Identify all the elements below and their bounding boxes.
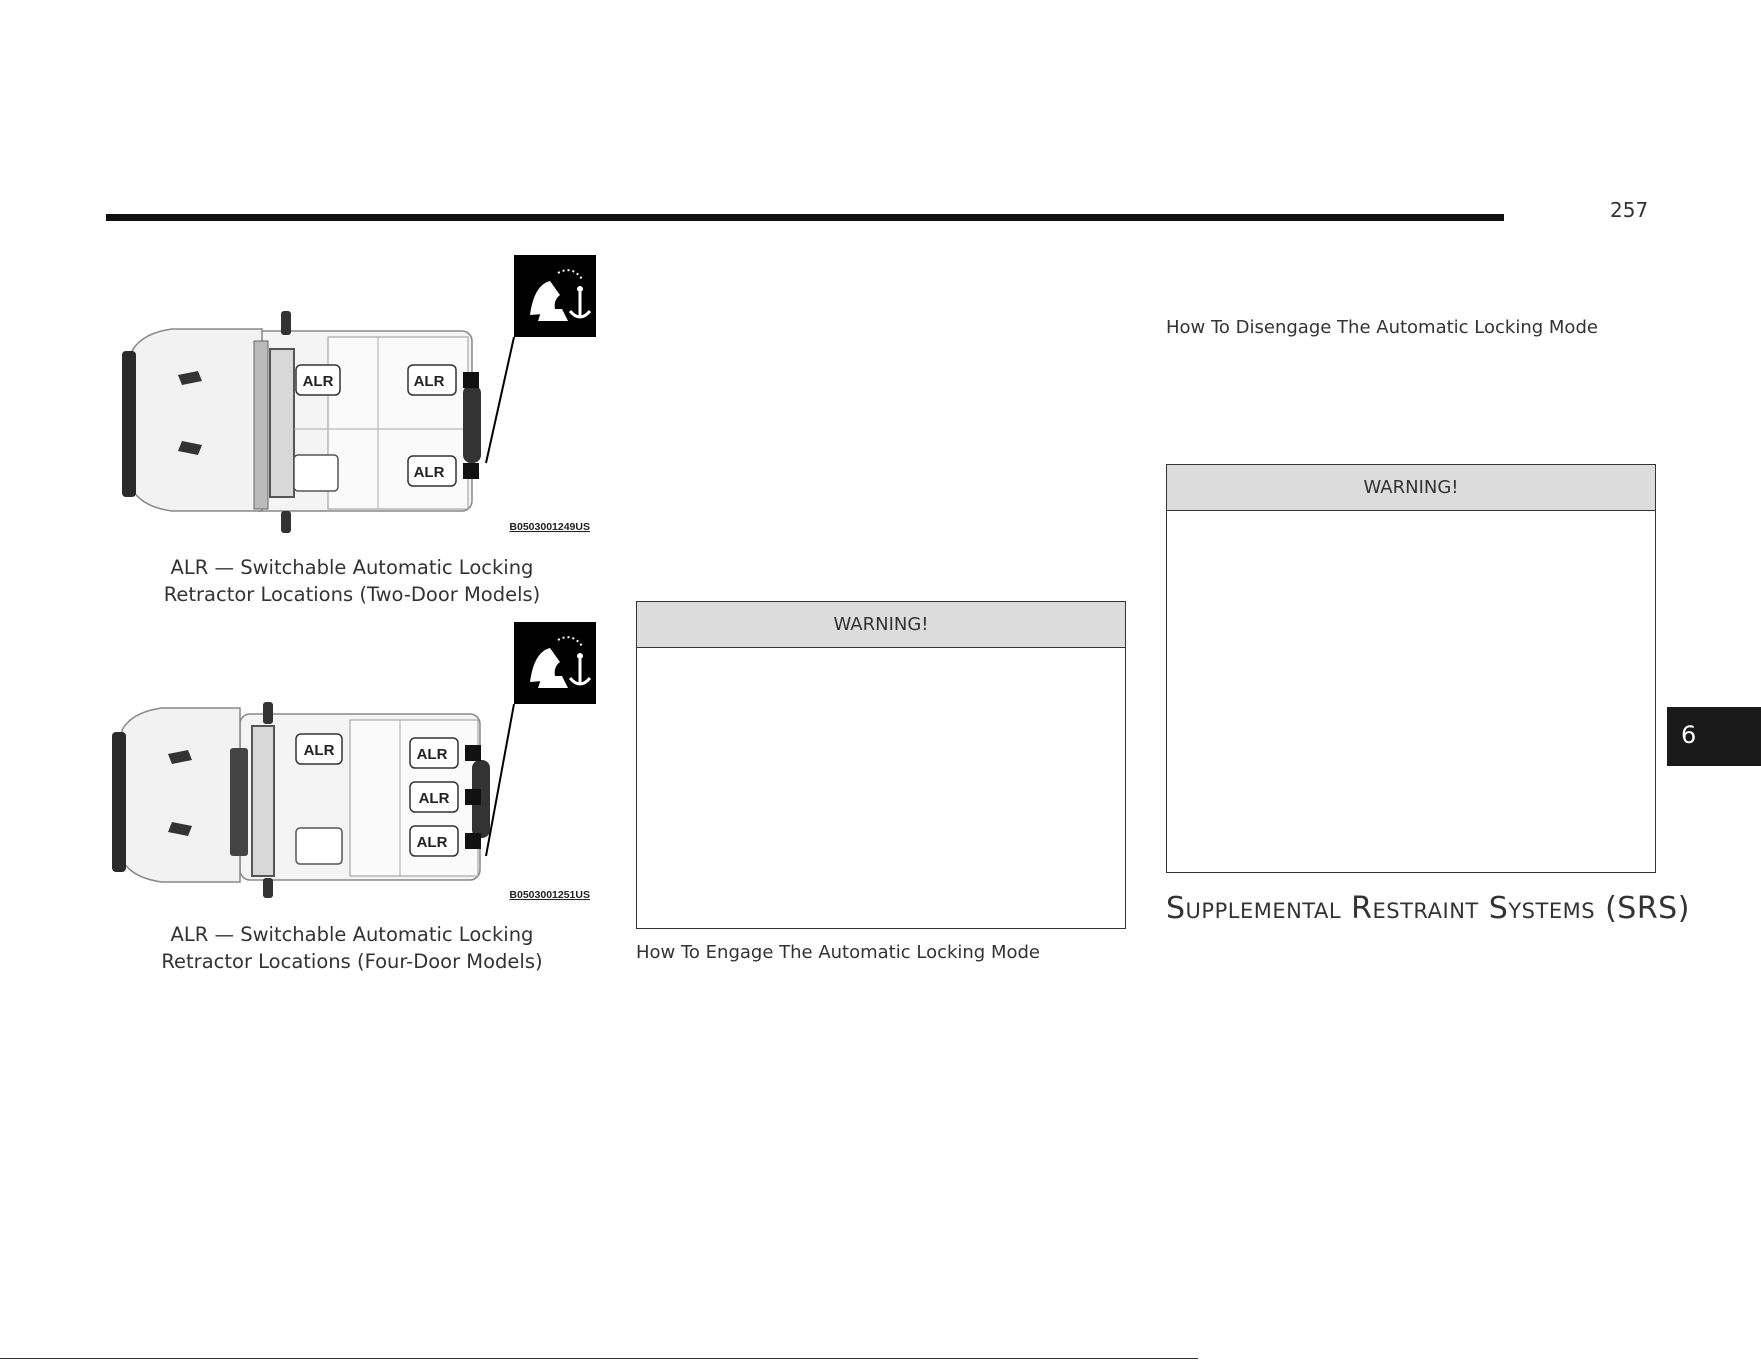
alr-label-front	[296, 365, 340, 395]
warning-heading: WARNING!	[637, 602, 1125, 648]
figure-code: B0503001249US	[509, 521, 590, 533]
warning-box	[1166, 464, 1656, 873]
svg-text:ALR: ALR	[413, 373, 445, 390]
figure-caption-two-door	[140, 554, 564, 608]
vehicle-body	[122, 311, 481, 533]
subheading-engage: How To Engage The Automatic Locking Mode	[636, 942, 1040, 963]
section-title: Supplemental Restraint Systems (SRS)	[1166, 891, 1690, 926]
chapter-number: 6	[1681, 721, 1697, 749]
header-rule	[106, 214, 1504, 221]
subheading-disengage: How To Disengage The Automatic Locking Mode	[1166, 317, 1598, 338]
chapter-tab	[1667, 707, 1761, 766]
svg-text:ALR: ALR	[416, 834, 448, 851]
child-seat-anchor-icon	[514, 622, 596, 704]
svg-text:ALR: ALR	[416, 746, 448, 763]
footer-rule	[0, 1358, 1198, 1359]
figure-four-door	[110, 622, 596, 904]
warning-box	[636, 601, 1126, 929]
figure-two-door	[118, 255, 596, 535]
vehicle-top-view-four-door	[110, 622, 596, 904]
vehicle-top-view-two-door	[118, 255, 596, 535]
caption-line: Retractor Locations (Two-Door Models)	[163, 583, 541, 606]
figure-caption-four-door	[140, 921, 564, 975]
svg-text:ALR: ALR	[303, 742, 335, 759]
child-seat-anchor-icon	[514, 255, 596, 337]
svg-text:ALR: ALR	[413, 464, 445, 481]
svg-text:ALR: ALR	[418, 790, 450, 807]
warning-heading: WARNING!	[1167, 465, 1655, 511]
figure-code: B0503001251US	[509, 889, 590, 901]
caption-line: ALR — Switchable Automatic Locking	[170, 556, 534, 579]
caption-line: Retractor Locations (Four-Door Models)	[161, 950, 543, 973]
alr-label-front	[296, 734, 342, 764]
page-number: 257	[1610, 198, 1649, 222]
caption-line: ALR — Switchable Automatic Locking	[170, 923, 534, 946]
svg-text:ALR: ALR	[302, 373, 334, 390]
